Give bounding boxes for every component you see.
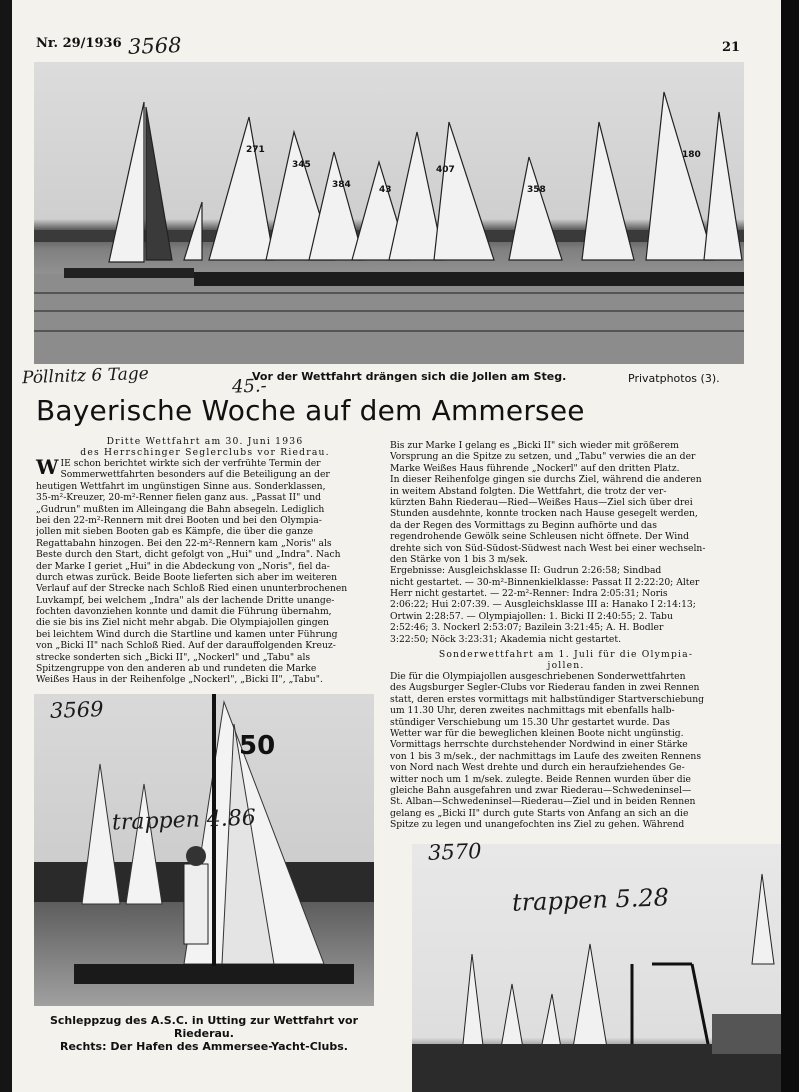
svg-text:180: 180 <box>682 150 701 160</box>
handwritten-margin-note: Pöllnitz 6 Tage <box>21 363 150 389</box>
text-line: IE schon berichtet wirkte sich der verfrühte Termin der <box>60 458 321 469</box>
text-line: gleiche Bahn ausgefahren und zwar Riederau—Schwedeninsel— <box>390 784 692 796</box>
text-line: Stunden ausdehnte, konnte trocken nach Hause gesegelt werden, <box>390 508 698 520</box>
section2-heading-2: jollen. <box>547 660 585 672</box>
right-body-text <box>390 440 742 645</box>
section2-heading-1: Sonderwettfahrt am 1. Juli für die Olympia- <box>438 649 694 661</box>
subtitle-line-1: Dritte Wettfahrt am 30. Juni 1936 <box>106 436 304 447</box>
scan-edge-right <box>781 0 799 1092</box>
handwritten-note-right-photo: trappen 5.28 <box>511 883 670 917</box>
sailboats-illustration <box>34 62 744 364</box>
text-line: Luvkampf, bei welchem „Indra" als der lachende Dritte unange- <box>36 594 335 606</box>
text-line: Regattabahn hinzogen. Bei den 22-m²-Rennern kam „Noris" als <box>36 537 332 549</box>
text-line: die sie bis ins Ziel nicht mehr abgab. Die Olympiajollen gingen <box>36 617 329 629</box>
top-photo-caption: Vor der Wettfahrt drängen sich die Jollen am Steg. <box>252 370 567 383</box>
page-number: 21 <box>722 40 741 55</box>
text-line: In dieser Reihenfolge gingen sie durchs Ziel, während die anderen <box>390 474 702 486</box>
text-line: bei leichtem Wind durch die Startline und kamen unter Führung <box>36 628 338 640</box>
text-line: Die für die Olympiajollen ausgeschriebenen Sonderwettfahrten <box>390 671 686 683</box>
handwritten-price: 45.- <box>231 375 268 398</box>
text-line: 2:52:46; 3. Nockerl 2:53:07; Bazilein 3:21:45; A. H. Bodler <box>390 622 664 634</box>
text-line: Spitze zu legen und unangefochten ins Ziel zu gehen. Während <box>390 819 685 831</box>
bottom-caption-line-1: Schleppzug des A.S.C. in Utting zur Wettfahrt vor Riederau. <box>49 1014 359 1040</box>
text-line: den Stärke von 1 bis 3 m/sek. <box>390 553 528 565</box>
magazine-page <box>12 0 782 1092</box>
text-line: witter noch um 1 m/sek. zulegte. Beide Rennen wurden über die <box>390 773 691 785</box>
text-line: des Augsburger Segler-Clubs vor Riederau fanden in zwei Rennen <box>390 682 700 694</box>
drop-cap: W <box>36 455 59 479</box>
text-line: 2:06:22; Hui 2:07:39. — Ausgleichsklasse III a: Hanako I 2:14:13; <box>390 599 696 611</box>
text-line: bei den 22-m²-Rennern mit drei Booten und bei den Olympia- <box>36 514 322 526</box>
svg-text:43: 43 <box>379 185 392 195</box>
bottom-caption-line-2: Rechts: Der Hafen des Ammersee-Yacht-Clubs. <box>60 1040 348 1053</box>
text-line: Beste durch den Start, dicht gefolgt von „Hui" und „Indra". Nach <box>36 549 341 561</box>
text-line: in weitem Abstand folgten. Die Wettfahrt, die trotz der ver- <box>390 485 667 497</box>
text-line: von 1 bis 3 m/sek., der nachmittags im Laufe des zweiten Rennens <box>390 750 702 762</box>
text-line: „Gudrun" mußten im Alleingang die Bahn absegeln. Lediglich <box>36 503 325 515</box>
svg-text:345: 345 <box>292 160 311 170</box>
text-line: durch etwas zurück. Beide Boote lieferten sich aber im weiteren <box>36 571 338 583</box>
text-line: um 11.30 Uhr, deren zweites nachmittags mit ebenfalls halb- <box>390 705 675 717</box>
text-line: Spitzengruppe von den anderen ab und rundeten die Marke <box>36 663 317 675</box>
text-line: heutigen Wettfahrt im ungünstigen Sinne aus. Sonderklassen, <box>36 480 326 492</box>
handwritten-archive-number: 3568 <box>127 33 182 59</box>
text-line: Ortwin 2:28:57. — Olympiajollen: 1. Bicki II 2:40:55; 2. Tabu <box>390 610 673 622</box>
sail-number-50: 50 <box>239 731 276 761</box>
issue-number: Nr. 29/1936 <box>36 36 122 51</box>
handwritten-note-left-photo: trappen 4.86 <box>111 805 257 836</box>
text-line: nicht gestartet. — 30-m²-Binnenkielklasse: Passat II 2:22:20; Alter <box>390 576 700 588</box>
text-line: Wetter war für die beweglichen kleinen Boote nicht ungünstig. <box>390 727 684 739</box>
photo-credit: Privatphotos (3). <box>628 372 720 385</box>
text-line: Ergebnisse: Ausgleichsklasse II: Gudrun 2:26:58; Sindbad <box>390 565 662 577</box>
text-line: regendrohende Gewölk seine Schleusen nicht öffnete. Der Wind <box>390 531 690 543</box>
text-line: der Marke I geriet „Hui" in die Abdeckung von „Noris", fiel da- <box>36 560 330 572</box>
scan-edge-left <box>0 0 12 1092</box>
text-line: statt, deren erstes vormittags mit halbstündiger Startverschiebung <box>390 693 705 705</box>
article-title: Bayerische Woche auf dem Ammersee <box>36 394 585 427</box>
text-line: da der Regen des Vormittags zu Beginn aufhörte und das <box>390 519 657 531</box>
photo-jollen-at-jetty <box>34 62 744 364</box>
text-line: Vorsprung an die Spitze zu setzen, und „Tabu" verwies die an der <box>390 451 696 463</box>
text-line: Sommerwettfahrten besonders auf die Beteiligung an der <box>60 469 330 481</box>
svg-text:384: 384 <box>332 180 351 190</box>
svg-text:358: 358 <box>527 185 546 195</box>
text-line: St. Alban—Schwedeninsel—Riederau—Ziel und in beiden Rennen <box>390 796 696 808</box>
tow-sailboat-illustration <box>34 694 374 1006</box>
text-line: strecke sonderten sich „Bicki II", „Nockerl" und „Tabu" als <box>36 651 311 663</box>
photo-yacht-club-harbor <box>412 844 782 1092</box>
text-line: kürzten Bahn Riederau—Ried—Weißes Haus—Ziel sich über drei <box>390 496 693 508</box>
photo-tow-convoy <box>34 694 374 1006</box>
text-line: Weißes Haus in der Reihenfolge „Nockerl", „Bicki II", „Tabu". <box>36 674 323 686</box>
left-column <box>36 436 374 686</box>
text-line: fochten davonziehen konnte und damit die Führung übernahm, <box>36 606 332 618</box>
text-line: Verlauf auf der Strecke nach Schloß Ried einen ununterbrochenen <box>36 583 348 595</box>
text-line: 3:22:50; Nöck 3:23:31; Akademia nicht gestartet. <box>390 633 621 645</box>
text-line: gelang es „Bicki II" durch gute Starts von Anfang an sich an die <box>390 807 689 819</box>
text-line: 35-m²-Kreuzer, 20-m²-Renner fielen ganz aus. „Passat II" und <box>36 492 322 504</box>
text-line: von Nord nach West drehte und durch ein heraufziehendes Ge- <box>390 762 685 774</box>
text-line: Vormittags herrschte durchstehender Nordwind in einer Stärke <box>390 739 688 751</box>
subtitle-line-2: des Herrschinger Seglerclubs vor Riedrau. <box>80 447 330 458</box>
text-line: von „Bicki II" nach Schloß Ried. Auf der darauffolgenden Kreuz- <box>36 640 336 652</box>
svg-text:271: 271 <box>246 145 265 155</box>
text-line: stündiger Verschiebung um 15.30 Uhr gestartet wurde. Das <box>390 716 670 728</box>
harbor-illustration <box>412 844 782 1092</box>
text-line: drehte sich von Süd-Südost-Südwest nach West bei einer wechseln- <box>390 542 706 554</box>
text-line: Herr nicht gestartet. — 22-m²-Renner: Indra 2:05:31; Noris <box>390 588 668 600</box>
bottom-caption <box>34 1014 374 1053</box>
text-line: Bis zur Marke I gelang es „Bicki II" sich wieder mit größerem <box>390 440 679 451</box>
handwritten-number-left-photo: 3569 <box>49 697 104 723</box>
text-line: jollen mit sieben Booten gab es Kämpfe, die über die ganze <box>36 526 314 538</box>
section2-body-text <box>390 671 742 830</box>
handwritten-number-right-photo: 3570 <box>427 839 482 865</box>
left-body-text <box>36 455 374 686</box>
svg-text:407: 407 <box>436 165 455 175</box>
right-column <box>390 440 742 831</box>
text-line: Marke Weißes Haus führende „Nockerl" auf den dritten Platz. <box>390 462 680 474</box>
